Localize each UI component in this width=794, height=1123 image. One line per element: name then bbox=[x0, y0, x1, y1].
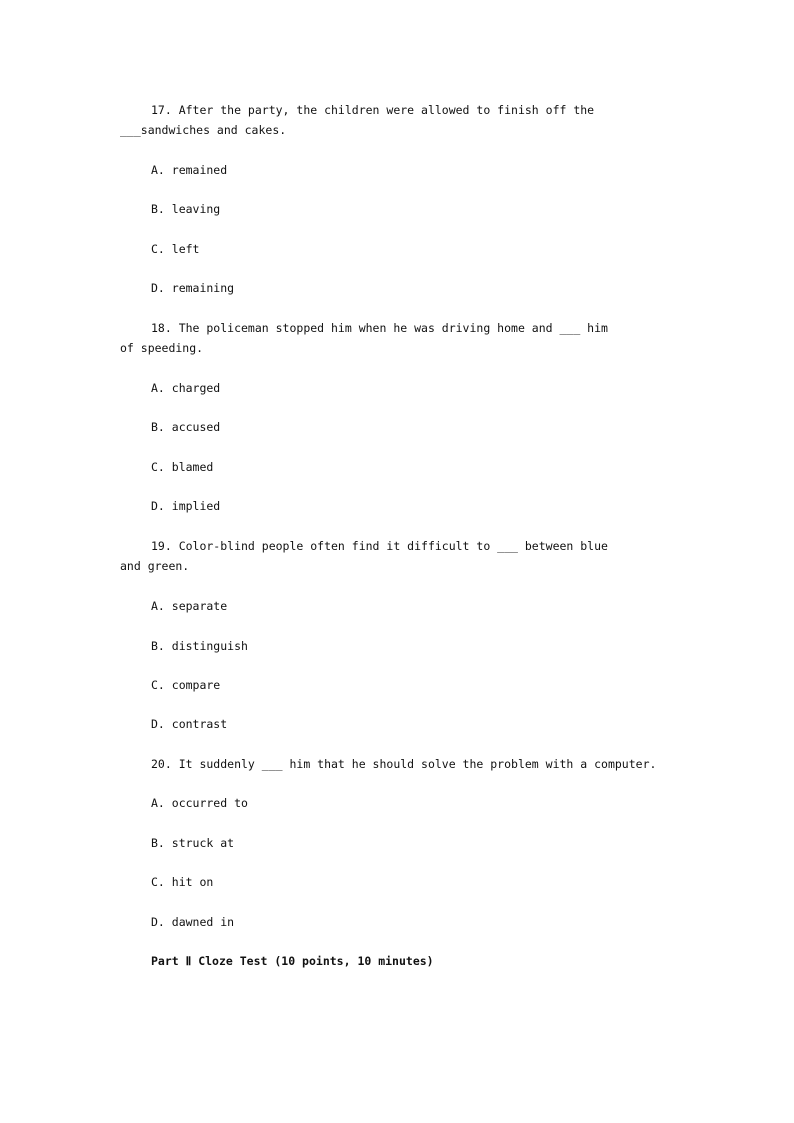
question-20-stem: 20. It suddenly ___ him that he should solve the problem with a computer. bbox=[151, 757, 657, 771]
question-18-option-d: D. implied bbox=[151, 499, 221, 513]
question-19-stem: 19. Color-blind people often find it difficult to ___ between blue and green. bbox=[120, 539, 608, 573]
question-18-option-a: A. charged bbox=[151, 381, 221, 395]
question-18-option-b: B. accused bbox=[151, 420, 221, 434]
question-20-option-d: D. dawned in bbox=[151, 915, 235, 929]
question-19-option-a: A. separate bbox=[151, 599, 228, 613]
question-20-option-c: C. hit on bbox=[151, 875, 214, 889]
question-20-option-b: B. struck at bbox=[151, 836, 235, 850]
question-20-option-a: A. occurred to bbox=[151, 796, 248, 810]
question-19-option-b: B. distinguish bbox=[151, 639, 248, 653]
question-19-option-d: D. contrast bbox=[151, 717, 228, 731]
section-heading: Part Ⅱ Cloze Test (10 points, 10 minutes) bbox=[151, 954, 434, 968]
question-18-option-c: C. blamed bbox=[151, 460, 214, 474]
question-17-option-a: A. remained bbox=[151, 163, 228, 177]
question-17-option-c: C. left bbox=[151, 242, 200, 256]
question-17-stem: 17. After the party, the children were allowed to finish off the ___sandwiches and cakes. bbox=[120, 103, 595, 137]
question-19-option-c: C. compare bbox=[151, 678, 221, 692]
question-18-stem: 18. The policeman stopped him when he was driving home and ___ him of speeding. bbox=[120, 321, 608, 355]
question-17-option-b: B. leaving bbox=[151, 202, 221, 216]
question-17-option-d: D. remaining bbox=[151, 281, 235, 295]
